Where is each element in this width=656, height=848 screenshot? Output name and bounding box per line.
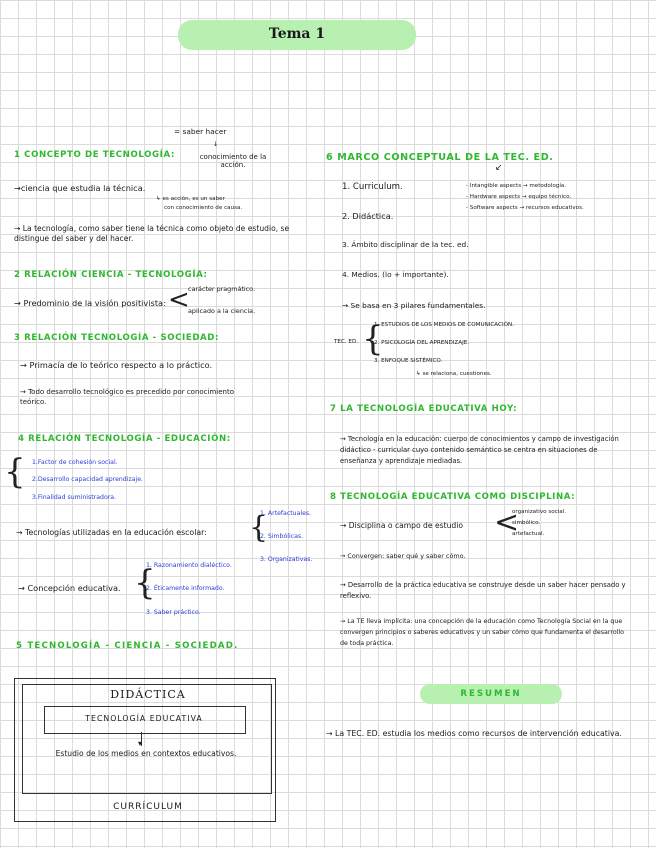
s6-aspect-2: - Hardware aspects → equipo técnico. — [466, 194, 572, 200]
s3-heading: 3 RELACIÓN TECNOLOGÍA - SOCIEDAD: — [14, 333, 220, 343]
curriculum-label: CURRÍCULUM — [113, 802, 183, 812]
s1-line1-sub1: ↳ es acción, es un saber — [156, 196, 225, 202]
s6-aspect-3: - Software aspects → recursos educativos. — [466, 205, 584, 211]
s1-line2: → La tecnología, como saber tiene la técnica como objeto de estudio, se distingue del saber y del hacer. — [14, 224, 290, 243]
s4-concept-item-3: 3. Saber práctico. — [146, 609, 201, 616]
page-title: Tema 1 — [268, 26, 326, 42]
s4-tech-brace: { — [249, 510, 269, 545]
diagram-description: Estudio de los medios en contextos educativos. — [55, 749, 237, 758]
s6-pillar-sub: ↳ se relaciona, cuestiones. — [416, 371, 492, 377]
s7-heading: 7 LA TECNOLOGÍA EDUCATIVA HOY: — [330, 404, 518, 414]
s6-pillar-3: 3. ENFOQUE SISTÉMICO. — [374, 358, 443, 364]
s1-heading: 1 CONCEPTO DE TECNOLOGÍA: — [14, 150, 175, 160]
s4-tech-item-3: 3. Organizativas. — [260, 556, 313, 563]
s4-item-1: 1.Factor de cohesión social. — [32, 459, 118, 466]
s4-heading: 4 RELACIÓN TECNOLOGÍA - EDUCACIÓN: — [18, 434, 231, 444]
s6-heading: 6 MARCO CONCEPTUAL DE LA TEC. ED. — [326, 152, 554, 163]
s6-aspect-1: - Intangible aspects → metodología. — [466, 183, 567, 189]
summary-heading: RESUMEN — [460, 689, 522, 699]
diagram-arrow-head: ▾ — [138, 739, 143, 748]
s1-note-arrow: ↓ — [213, 140, 219, 148]
s8-line3: → Desarrollo de la práctica educativa se construye desde un saber hacer pensado y reflexivo. — [340, 581, 626, 600]
s6-item-2: 2. Didáctica. — [342, 211, 394, 221]
s2-branch2: aplicado a la ciencia. — [188, 307, 256, 315]
s3-line2: → Todo desarrollo tecnológico es precedido por conocimiento teórico. — [20, 388, 235, 406]
s4-concept-brace: { — [134, 563, 156, 603]
s2-branch1: carácter pragmático. — [188, 285, 256, 293]
s6-aspect-pointer: ↙ — [495, 163, 503, 173]
s4-tech-item-1: 1. Artefactuales. — [260, 510, 312, 517]
s3-line1: → Primacía de lo teórico respecto a lo práctico. — [20, 360, 213, 370]
s4-concept-item-1: 1. Razonamiento dialéctico. — [146, 562, 232, 569]
s8-line1: → Disciplina o campo de estudio — [340, 521, 463, 530]
s8-branch-1: organizativo social. — [512, 509, 567, 515]
tecnologia-educativa-label: TECNOLOGÍA EDUCATIVA — [85, 714, 203, 723]
s6-pillars-intro: → Se basa en 3 pilares fundamentales. — [342, 301, 486, 310]
s4-brace: { — [4, 452, 26, 492]
s2-brace: < — [168, 285, 190, 315]
s8-branch-2: simbólico. — [512, 520, 541, 526]
s4-concept-label: → Concepción educativa. — [18, 583, 121, 593]
s8-brace: < — [494, 505, 520, 540]
s2-line: → Predominio de la visión positivista: — [14, 298, 166, 308]
s4-tech-label: → Tecnologías utilizadas en la educación escolar: — [16, 528, 207, 537]
s4-tech-item-2: 2. Simbólicas. — [260, 533, 304, 540]
s5-heading: 5 TECNOLOGÍA - CIENCIA - SOCIEDAD. — [16, 641, 239, 651]
s6-pillars-brace: { — [362, 319, 384, 359]
s6-item-3: 3. Ámbito disciplinar de la tec. ed. — [342, 240, 469, 249]
s6-pillar-2: 2. PSICOLOGÍA DEL APRENDIZAJE. — [374, 340, 470, 346]
s6-pillar-1: 1. ESTUDIOS DE LOS MEDIOS DE COMUNICACIÓN. — [374, 322, 514, 328]
s8-line2: → Convergen: saber qué y saber cómo. — [340, 552, 466, 560]
s8-heading: 8 TECNOLOGÍA EDUCATIVA COMO DISCIPLINA: — [330, 492, 576, 502]
s8-line4: → La TE lleva implícita: una concepción de la educación como Tecnología Social en la que convergen principios o saberes educativos y un saber cómo que fundamenta el desarrollo de toda práctica. — [340, 618, 625, 647]
s4-concept-item-2: 2. Éticamente informado. — [146, 585, 225, 592]
s4-item-3: 3.Finalidad suministradora. — [32, 494, 117, 501]
s7-text: → Tecnología en la educación: cuerpo de conocimientos y campo de investigación didáctico - curricular cuyo contenido semántico se centra en situaciones de enseñanza y aprendizaje mediadas. — [340, 435, 619, 465]
s8-branch-3: artefactual. — [512, 531, 545, 537]
summary-text: → La TEC. ED. estudia los medios como recursos de intervención educativa. — [326, 729, 622, 738]
s1-line1: →ciencia que estudia la técnica. — [14, 183, 146, 193]
s1-line1-sub2: con conocimiento de causa. — [164, 205, 243, 211]
s6-item-1: 1. Curriculum. — [342, 182, 403, 192]
s1-note-top: = saber hacer — [174, 127, 227, 136]
s6-item-4: 4. Medios. (lo + importante). — [342, 270, 449, 279]
s2-heading: 2 RELACIÓN CIENCIA - TECNOLOGÍA: — [14, 270, 208, 280]
s6-pillars-label: TEC. ED. — [334, 339, 359, 345]
s1-note-bottom: conocimiento de la acción. — [199, 153, 267, 169]
s4-item-2: 2.Desarrollo capacidad aprendizaje. — [32, 476, 143, 483]
didactica-label: DIDÁCTICA — [110, 688, 186, 701]
